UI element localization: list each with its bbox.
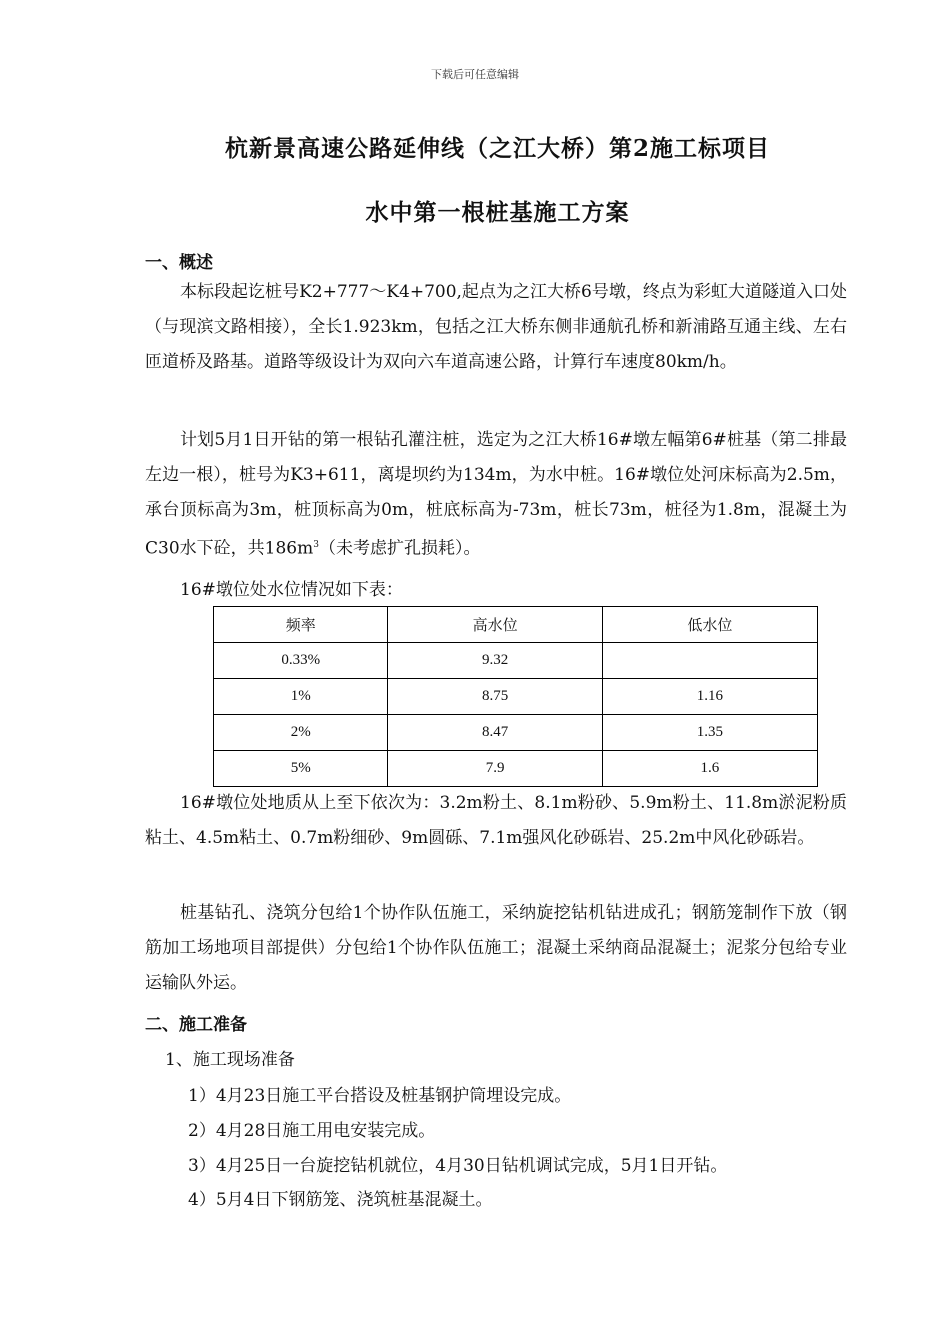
- table-row: [214, 715, 818, 751]
- section-heading-overview: 一、概述: [145, 253, 213, 273]
- document-subtitle: 水中第一根桩基施工方案: [365, 199, 630, 226]
- table-row: [214, 643, 818, 679]
- section-heading-preparation: 二、施工准备: [145, 1015, 247, 1035]
- para2-main-text: 计划5月1日开钻的第一根钻孔灌注桩，选定为之江大桥16#墩左幅第6#桩基（第二排最左边一根），桩号为K3+611，离堤坝约为134m，为水中桩。16#墩位处河床标高为2.5m，承台顶标高为3m，桩顶标高为0m，桩底标高为-73m，桩长73m，桩径为1.8m，混凝土为C30水下砼，共186m: [145, 430, 847, 559]
- table-cell: [602, 643, 817, 679]
- para2-tail-text: （未考虑扩孔损耗）。: [318, 538, 481, 559]
- water-level-table: [213, 606, 818, 787]
- list-item: 3）4月25日一台旋挖钻机就位，4月30日钻机调试完成，5月1日开钻。: [188, 1156, 728, 1176]
- table-cell: 5%: [214, 751, 388, 787]
- overview-paragraph-1: 本标段起讫桩号K2+777～K4+700,起点为之江大桥6号墩，终点为彩虹大道隧道入口处（与现滨文路相接），全长1.923km，包括之江大桥东侧非通航孔桥和新浦路互通主线、左右匝道桥及路基。道路等级设计为双向六车道高速公路，计算行车速度80km/h。: [145, 282, 847, 372]
- header-cell: 频率: [214, 607, 388, 643]
- table-row: [214, 751, 818, 787]
- table-header-row: [214, 607, 818, 643]
- table-cell: 1%: [214, 679, 388, 715]
- subsection-site-preparation: 1、施工现场准备: [165, 1050, 295, 1070]
- overview-paragraph-2: [145, 423, 847, 567]
- table-intro: 16#墩位处水位情况如下表：: [180, 580, 403, 600]
- header-note: 下载后可任意编辑: [431, 68, 519, 81]
- table-row: [214, 679, 818, 715]
- table-cell: 2%: [214, 715, 388, 751]
- table-cell: 9.32: [388, 643, 602, 679]
- table-cell: 1.16: [602, 679, 817, 715]
- table-cell: 0.33%: [214, 643, 388, 679]
- subcontract-paragraph: 桩基钻孔、浇筑分包给1个协作队伍施工，采纳旋挖钻机钻进成孔；钢筋笼制作下放（钢筋加工场地项目部提供）分包给1个协作队伍施工；混凝土采纳商品混凝土；泥浆分包给专业运输队外运。: [145, 903, 847, 993]
- superscript-3: 3: [313, 540, 319, 550]
- table-cell: 1.35: [602, 715, 817, 751]
- table-cell: 8.75: [388, 679, 602, 715]
- header-cell: 低水位: [602, 607, 817, 643]
- list-item: 1）4月23日施工平台搭设及桩基钢护筒埋设完成。: [188, 1086, 572, 1106]
- document-title: 杭新景高速公路延伸线（之江大桥）第2施工标项目: [224, 135, 770, 162]
- list-item: 2）4月28日施工用电安装完成。: [188, 1121, 436, 1141]
- geology-paragraph: 16#墩位处地质从上至下依次为：3.2m粉土、8.1m粉砂、5.9m粉土、11.8m淤泥粉质粘土、4.5m粘土、0.7m粉细砂、9m圆砾、7.1m强风化砂砾岩、25.2m中风化砂砾岩。: [145, 793, 847, 848]
- list-item: 4）5月4日下钢筋笼、浇筑桩基混凝土。: [188, 1190, 493, 1210]
- table-cell: 8.47: [388, 715, 602, 751]
- header-cell: 高水位: [388, 607, 602, 643]
- table-cell: 7.9: [388, 751, 602, 787]
- table-cell: 1.6: [602, 751, 817, 787]
